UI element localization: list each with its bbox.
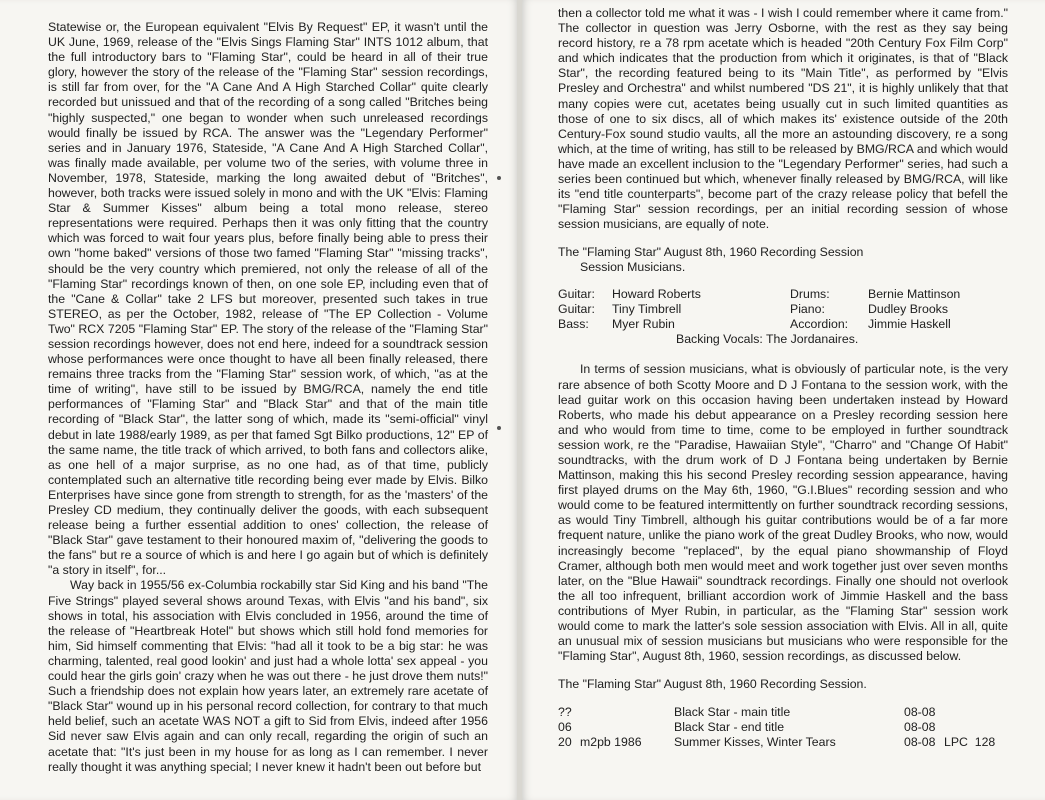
musician-name: Howard Roberts <box>612 287 701 302</box>
session-subheading: Session Musicians. <box>580 260 686 275</box>
song-row <box>558 720 995 735</box>
right-paragraph-1: then a collector told me what it was - I wish I could remember where it came from." The collector in question was Jerry Osborne, with the rest as they say being record history, re a 78 rpm acetate which is headed "20th Century Fox Film Corp" and which indicates that the production from which it originates, is that of "Black Star", the recording featured being to its "Main Title", as performed by "Elvis Presley and Orchestra" and whilst numbered "DS 21", it is highly unlikely that that many copies were cut, acetates being usually cut in such limited quantities as those of one to six discs, all of which makes its' existence outside of the 20th Century-Fox sound studio vaults, all the more an astounding discovery, re a song which, at the time of writing, has still to be released by BMG/RCA and which would have made an excellent inclusion to the "Legendary Performer" series, had such a series been continued but which, whenever finally released by BMG/RCA, will like its "end title counterparts", become part of the crazy release policy that befell the "Flaming Star" session recordings, per an initial recording session of whose session musicians, are equally of note. <box>558 6 1008 232</box>
song-title: Black Star - end title <box>674 720 785 735</box>
right-page <box>522 0 1045 800</box>
left-page <box>0 0 518 800</box>
session-heading-title: The "Flaming Star" August 8th, 1960 Recording Session <box>558 245 864 260</box>
musicians-table <box>558 287 960 332</box>
right-paragraph-2: In terms of session musicians, what is obviously of particular note, is the very rare absence of both Scotty Moore and D J Fontana to the session work, with the lead guitar work on this occasion having been undertaken instead by Howard Roberts, who made his debut appearance on a Presley recording session here and who would from time to time, come to be employed in further soundtrack session work, re the "Paradise, Hawaiian Style", "Charro" and "Change Of Habit" soundtracks, with the drum work of D J Fontana being undertaken by Bernie Mattinson, making this his second Presley recording session appearance, having first played drums on the May 6th, 1960, "G.I.Blues" recording session and who would come to be featured intermittently on further soundtrack recording sessions, as would Tiny Timbrell, although his guitar contributions would be of a far more frequent nature, unlike the piano work of the great Dudley Brooks, who now, would increasingly become "replaced", by the equal piano showmanship of Floyd Cramer, although both men would meet and work together just over seven months later, on the "Blue Hawaii" soundtrack recordings. Finally one should not overlook the all too infrequent, brilliant accordion work of Jimmie Haskell and the bass contributions of Myer Rubin, in particular, as the "Flaming Star" session work would come to mark the latter's sole session association with Elvis. All in all, quite an unusual mix of session musicians but musicians who were responsible for the "Flaming Star", August 8th, 1960, session recordings, as discussed below. <box>558 362 1008 664</box>
song-extra <box>944 720 995 735</box>
song-extra <box>944 705 995 720</box>
musician-name: Myer Rubin <box>612 317 675 332</box>
musician-role: Drums: <box>790 287 830 302</box>
musician-name: Bernie Mattinson <box>868 287 961 302</box>
backing-vocals: Backing Vocals: The Jordanaires. <box>676 332 859 347</box>
page-speck <box>497 426 501 430</box>
musician-name: Jimmie Haskell <box>868 317 951 332</box>
left-column-text <box>48 20 488 775</box>
session-heading <box>558 245 1008 275</box>
song-date: 08-08 <box>904 734 936 749</box>
musician-role: Guitar: <box>558 287 595 302</box>
musician-role: Guitar: <box>558 302 595 317</box>
song-release <box>580 705 674 720</box>
left-paragraph-1: Statewise or, the European equivalent "Elvis By Request" EP, it wasn't until the UK June, 1969, release of the "Elvis Sings Flaming Star" INTS 1012 album, that the full introductory bars to "Flaming Star", could be heard in all of their true glory, however the story of the release of the "Flaming Star" session recordings, is still far from over, for the "A Cane And A High Starched Collar" quite clearly recorded but unissued and that of the recording of a song called "Britches being "highly suspected," one began to wonder when such unreleased recordings would finally be issued by RCA. The answer was the "Legendary Performer" series and in January 1976, Stateside, "A Cane And A High Starched Collar", was finally made available, per volume two of the series, with volume three in November, 1978, Stateside, marking the long awaited debut of "Britches", however, both tracks were issued solely in mono and with the UK "Elvis: Flaming Star & Summer Kisses" album being a total mono release, stereo representations were required. Perhaps then it was only fitting that the country which was forced to wait four years plus, before finally being able to press their own "home baked" versions of those two famed "Flaming Star" "missing tracks", should be the very country which premiered, not only the release of all of the "Flaming Star" recordings known of then, on one sole EP, including even that of the "Cane & Collar" take 2 LFS but moreover, presented such takes in true STEREO, as per the October, 1982, release of "The EP Collection - Volume Two" RCX 7205 "Flaming Star" EP. The story of the release of the "Flaming Star" session recordings however, does not end here, indeed for a soundtrack session whose performances were once thought to have all been finally released, there remains three tracks from the "Flaming Star" session work, of which, "as at the time of writing", have still to be issued by BMG/RCA, namely the end title performances of "Flaming Star" and "Black Star" and that of the main title recording of "Black Star", the latter song of which, made its "semi-official" vinyl debut in late 1988/early 1989, as per that famed Sgt Bilko productions, 12" EP of the same name, the title track of which arrived, to both fans and collectors alike, as one hell of a major surprise, as no one had, as of that time, publicly contemplated such an alternative title recording being ever made by Elvis. Bilko Enterprises have since gone from strength to strength, for as the 'masters' of the Presley CD medium, they continually deliver the goods, with each subsequent release being a further essential addition to ones' collection, the release of "Black Star" gave testament to their honoured maxim of, "delivering the goods to the fans" but re a source of which is and here I go again but of which is definitely "a story in itself", for... <box>48 20 488 578</box>
musician-row <box>558 287 960 302</box>
musician-role: Bass: <box>558 317 589 332</box>
musician-row <box>558 302 960 317</box>
song-number: 06 <box>558 720 572 735</box>
musician-name: Tiny Timbrell <box>612 302 682 317</box>
musician-role: Piano: <box>790 302 825 317</box>
song-number: 20 <box>558 734 572 749</box>
left-paragraph-2: Way back in 1955/56 ex-Columbia rockabilly star Sid King and his band "The Five Strings" played several shows around Texas, with Elvis "and his band", six shows in total, his association with Elvis concluded in 1956, around the time of the release of "Heartbreak Hotel" but shows which still hold fond memories for him, Sid himself commenting that Elvis: "had all it took to be a big star: he was charming, talented, real good lookin' and just had a whole lotta' sex appeal - you could hear the girls goin' crazy when he was out there - he just drove them nuts!" Such a friendship does not explain how years later, an extremely rare acetate of "Black Star" wound up in his personal record collection, for contrary to that much held belief, such an acetate WAS NOT a gift to Sid from Elvis, indeed after 1956 Sid never saw Elvis again and can only recall, regarding the origin of such an acetate that: "It's just been in my house for as long as I can remember. I never really thought it was anything special; I never knew it hadn't been out before but <box>48 578 488 774</box>
song-date: 08-08 <box>904 720 936 735</box>
song-title: Summer Kisses, Winter Tears <box>674 734 836 749</box>
song-row <box>558 705 995 720</box>
songs-table <box>558 705 995 749</box>
song-number: ?? <box>558 705 572 720</box>
song-date: 08-08 <box>904 705 936 720</box>
song-row <box>558 735 995 750</box>
song-title: Black Star - main title <box>674 705 791 720</box>
musician-role: Accordion: <box>790 317 849 332</box>
song-release <box>580 720 674 735</box>
musician-row <box>558 317 960 332</box>
song-release: m2pb 1986 <box>580 734 642 749</box>
song-extra: LPC 128 <box>944 734 996 749</box>
right-column-text <box>558 6 1008 750</box>
musician-name: Dudley Brooks <box>868 302 948 317</box>
page-speck <box>497 176 501 180</box>
session-heading-2: The "Flaming Star" August 8th, 1960 Recording Session. <box>558 677 867 692</box>
